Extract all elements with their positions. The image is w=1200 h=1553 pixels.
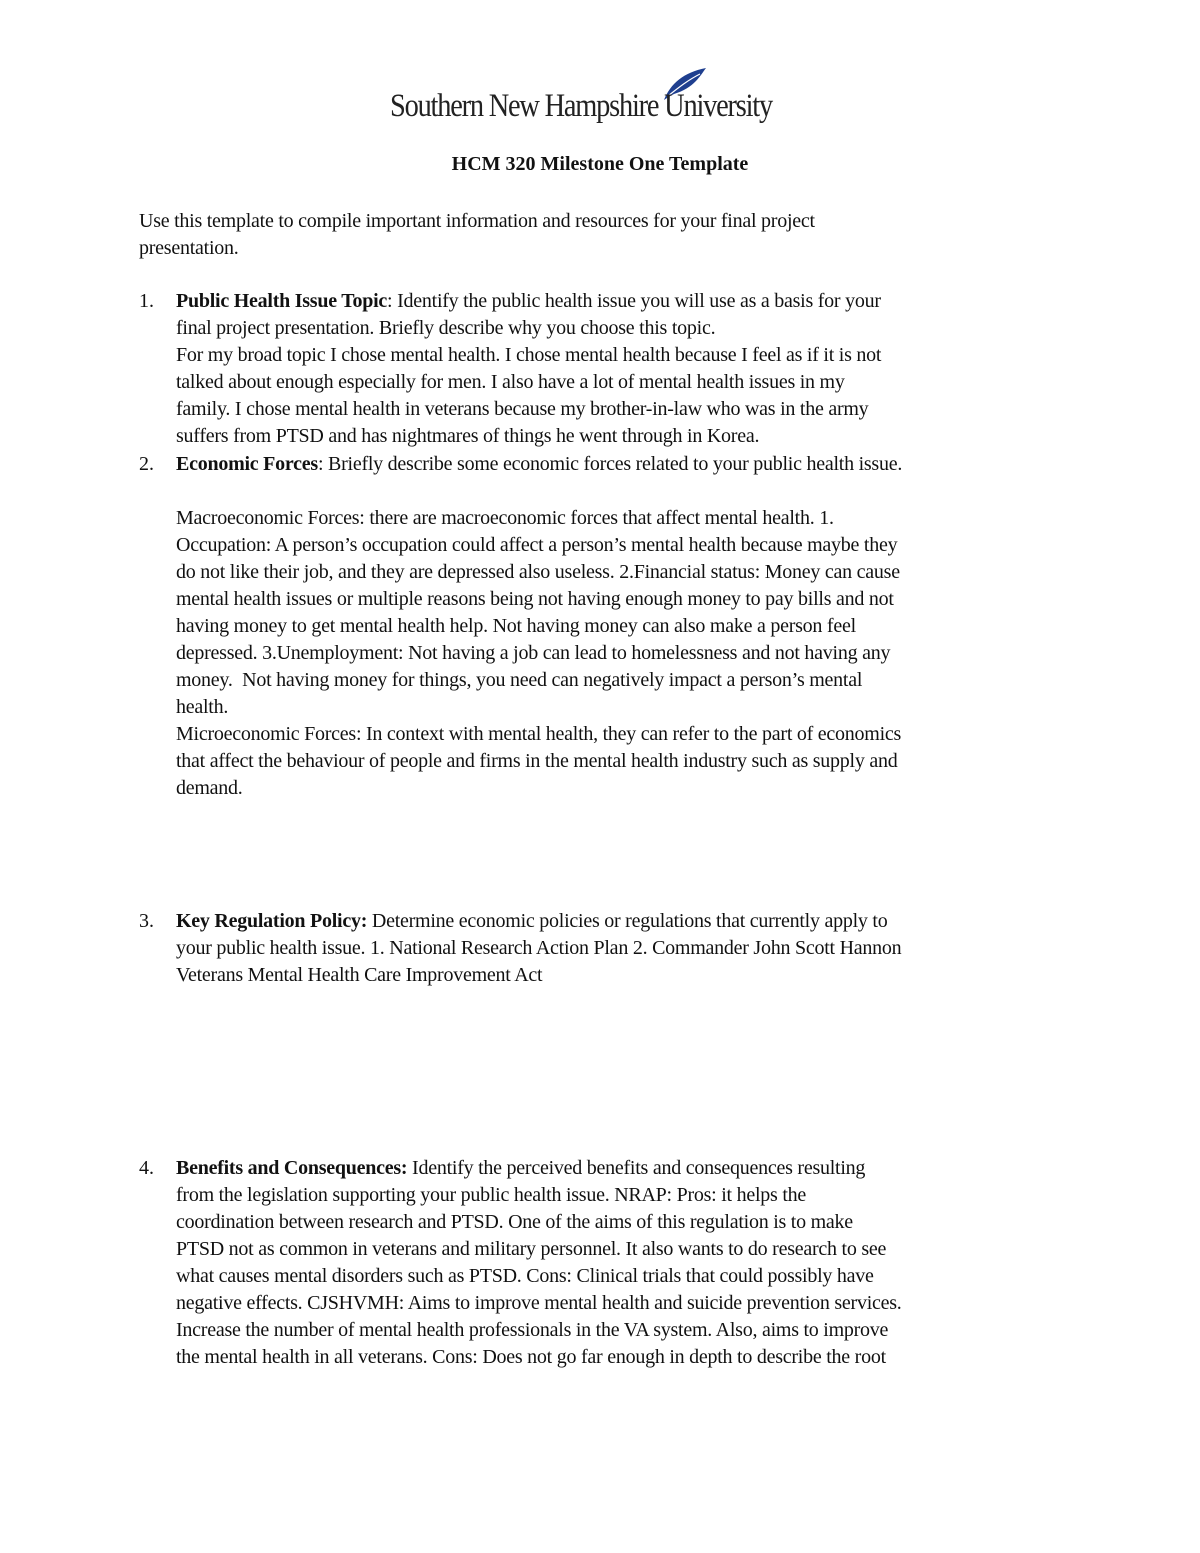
section-heading: Economic Forces — [176, 453, 318, 475]
answer-line: demand. — [176, 777, 243, 799]
section-number: 2. — [139, 453, 154, 475]
answer-line: For my broad topic I chose mental health. I chose mental health because I feel as if it is not — [176, 344, 882, 366]
section-heading: Key Regulation Policy: — [176, 910, 368, 932]
section-number: 3. — [139, 910, 154, 932]
answer-line: Macroeconomic Forces: there are macroeconomic forces that affect mental health. 1. — [176, 507, 834, 529]
section-prompt: Determine economic policies or regulations that currently apply to — [367, 910, 888, 932]
intro-paragraph — [139, 208, 815, 262]
answer-line: money. Not having money for things, you need can negatively impact a person’s mental — [176, 669, 863, 691]
section-heading: Public Health Issue Topic — [176, 290, 388, 312]
answer-line: depressed. 3.Unemployment: Not having a job can lead to homelessness and not having any — [176, 642, 891, 664]
section-number: 1. — [139, 290, 154, 312]
section-key-regulation-policy — [176, 908, 901, 989]
logo-text: Southern New Hampshire University — [390, 88, 772, 124]
answer-line: from the legislation supporting your public health issue. NRAP: Pros: it helps the — [176, 1184, 806, 1206]
answer-line: suffers from PTSD and has nightmares of things he went through in Korea. — [176, 425, 760, 447]
answer-line: that affect the behaviour of people and firms in the mental health industry such as supply and — [176, 750, 898, 772]
answer-line: Microeconomic Forces: In context with mental health, they can refer to the part of economics — [176, 723, 902, 745]
answer-line: having money to get mental health help. Not having money can also make a person feel — [176, 615, 856, 637]
answer-line: mental health issues or multiple reasons being not having enough money to pay bills and not — [176, 588, 894, 610]
section-benefits-and-consequences — [176, 1155, 902, 1371]
answer-line: what causes mental disorders such as PTSD. Cons: Clinical trials that could possibly have — [176, 1265, 874, 1287]
answer-line: PTSD not as common in veterans and military personnel. It also wants to do research to see — [176, 1238, 887, 1260]
answer-line: Veterans Mental Health Care Improvement Act — [176, 964, 543, 986]
section-heading: Benefits and Consequences: — [176, 1157, 408, 1179]
answer-line: the mental health in all veterans. Cons: Does not go far enough in depth to describe the root — [176, 1346, 886, 1368]
section-public-health-issue-topic: Public Health Issue Topic: Identify the public health issue you will use as a basis for your final project presentation. Briefly describe why you choose this topic. For my broad topic I chose mental health. I chose mental health because I feel as if it is not talked about enough especially for men. I also have a lot of mental health issues in my family. I chose mental health in veterans because my brother-in-law who was in the army suffers from PTSD and has nightmares of things he went through in Korea. — [176, 290, 882, 447]
intro-line: presentation. — [139, 237, 239, 259]
answer-line: Occupation: A person’s occupation could affect a person’s mental health because maybe they — [176, 534, 898, 556]
university-logo — [390, 66, 820, 136]
intro-line: Use this template to compile important information and resources for your final project — [139, 210, 815, 232]
answer-line: health. — [176, 696, 229, 718]
section-number: 4. — [139, 1157, 154, 1179]
answer-line: do not like their job, and they are depressed also useless. 2.Financial status: Money can cause — [176, 561, 900, 583]
economic-forces-answer — [176, 505, 901, 802]
section-prompt: Identify the perceived benefits and consequences resulting — [407, 1157, 866, 1179]
section-economic-forces: Economic Forces: Briefly describe some economic forces related to your public health issue. — [176, 453, 903, 475]
answer-line: family. I chose mental health in veterans because my brother-in-law who was in the army — [176, 398, 869, 420]
answer-line: coordination between research and PTSD. One of the aims of this regulation is to make — [176, 1211, 853, 1233]
answer-line: talked about enough especially for men. I also have a lot of mental health issues in my — [176, 371, 845, 393]
document-title: HCM 320 Milestone One Template — [451, 153, 749, 175]
section-prompt: Briefly describe some economic forces related to your public health issue. — [323, 453, 903, 475]
answer-line: Increase the number of mental health professionals in the VA system. Also, aims to improve — [176, 1319, 889, 1341]
answer-line: your public health issue. 1. National Research Action Plan 2. Commander John Scott Hannon — [176, 937, 902, 959]
section-prompt: Identify the public health issue you will use as a basis for your — [392, 290, 881, 312]
answer-line: negative effects. CJSHVMH: Aims to improve mental health and suicide prevention services. — [176, 1292, 902, 1314]
